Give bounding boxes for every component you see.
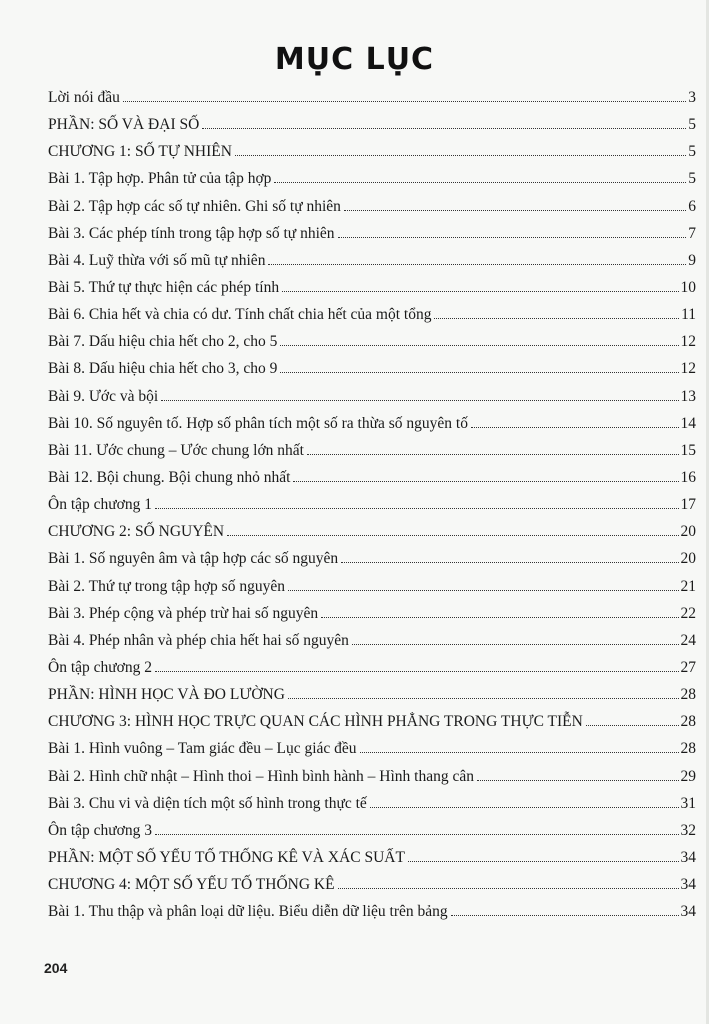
toc-entry-page: 34 [680, 848, 696, 866]
toc-entry-label: Bài 1. Tập hợp. Phân tử của tập hợp [48, 170, 272, 188]
dot-leader [321, 617, 678, 618]
dot-leader [280, 372, 678, 373]
toc-entry-label: CHƯƠNG 2: SỐ NGUYÊN [48, 523, 225, 541]
toc-entry-page: 3 [688, 89, 696, 106]
toc-entry [48, 763, 696, 790]
toc-entry [48, 871, 696, 898]
toc-entry-label: PHẦN: MỘT SỐ YẾU TỐ THỐNG KÊ VÀ XÁC SUẤT [48, 848, 405, 866]
toc-entry [48, 111, 696, 138]
toc-entry-page: 31 [680, 794, 696, 812]
toc-entry-page: 28 [680, 686, 696, 704]
toc-entry-label: Bài 3. Các phép tính trong tập hợp số tự nhiên [48, 224, 335, 242]
toc-entry-label: Bài 4. Phép nhân và phép chia hết hai số nguyên [48, 631, 349, 649]
toc-entry-label: Bài 2. Thứ tự trong tập hợp số nguyên [48, 577, 285, 595]
dot-leader [274, 182, 686, 183]
toc-entry [48, 518, 696, 545]
dot-leader [341, 562, 678, 563]
toc-entry-page: 28 [680, 713, 696, 731]
toc-entry [48, 708, 696, 735]
dot-leader [288, 698, 679, 699]
toc-entry-label: Bài 3. Phép cộng và phép trừ hai số nguyên [48, 604, 319, 622]
toc-entry-label: PHẦN: HÌNH HỌC VÀ ĐO LƯỜNG [48, 686, 285, 704]
toc-entry [48, 844, 696, 871]
toc-entry-page: 16 [680, 468, 696, 486]
toc-entry-label: Bài 8. Dấu hiệu chia hết cho 3, cho 9 [48, 360, 278, 378]
toc-entry-page: 32 [680, 821, 696, 839]
toc-entry-page: 11 [681, 306, 696, 324]
toc-entry-page: 22 [680, 604, 696, 622]
toc-entry-label: Bài 1. Số nguyên âm và tập hợp các số nguyên [48, 550, 339, 568]
dot-leader [477, 780, 679, 781]
toc-entry [48, 84, 696, 111]
toc-entry-page: 34 [680, 876, 696, 894]
toc-entry [48, 545, 696, 572]
toc-entry-page: 13 [680, 387, 696, 405]
dot-leader [293, 481, 678, 482]
toc-entry-page: 9 [688, 251, 696, 269]
dot-leader [408, 861, 679, 862]
toc-entry-page: 28 [680, 740, 696, 758]
toc-entry-page: 29 [680, 767, 696, 785]
toc-entry [48, 220, 696, 247]
dot-leader [202, 128, 686, 129]
toc-entry [48, 898, 696, 925]
dot-leader [360, 752, 679, 753]
toc-entry [48, 138, 696, 165]
toc-entry-label: Bài 10. Số nguyên tố. Hợp số phân tích một số ra thừa số nguyên tố [48, 414, 468, 432]
dot-leader [434, 318, 679, 319]
toc-entry [48, 193, 696, 220]
toc-entry [48, 573, 696, 600]
toc-entry [48, 410, 696, 437]
dot-leader [282, 291, 678, 292]
toc-entry-label: Ôn tập chương 3 [48, 821, 152, 839]
toc-entry-page: 5 [688, 170, 696, 188]
toc-entry-label: CHƯƠNG 1: SỐ TỰ NHIÊN [48, 143, 232, 161]
toc-entry [48, 735, 696, 762]
toc-entry-page: 12 [680, 333, 696, 351]
dot-leader [370, 807, 679, 808]
toc-entry-label: Bài 7. Dấu hiệu chia hết cho 2, cho 5 [48, 333, 278, 351]
dot-leader [338, 888, 679, 889]
toc-entry-page: 15 [680, 441, 696, 459]
toc-entry-label: CHƯƠNG 4: MỘT SỐ YẾU TỐ THỐNG KÊ [48, 876, 335, 894]
toc-entry-label: Bài 1. Thu thập và phân loại dữ liệu. Biểu diễn dữ liệu trên bảng [48, 903, 448, 921]
toc-entry-label: Lời nói đầu [48, 89, 120, 106]
dot-leader [227, 535, 678, 536]
toc-entry-page: 17 [680, 496, 696, 514]
dot-leader [268, 264, 686, 265]
toc-entry-label: CHƯƠNG 3: HÌNH HỌC TRỰC QUAN CÁC HÌNH PHẲNG TRONG THỰC TIỄN [48, 713, 583, 731]
toc-entry-page: 20 [680, 550, 696, 568]
dot-leader [155, 671, 679, 672]
toc-entry-label: Bài 6. Chia hết và chia có dư. Tính chất chia hết của một tổng [48, 306, 432, 324]
toc-entry-label: Bài 4. Luỹ thừa với số mũ tự nhiên [48, 251, 266, 269]
toc-entry-page: 27 [680, 658, 696, 676]
toc-entry-page: 14 [680, 414, 696, 432]
toc-entry-label: Bài 11. Ước chung – Ước chung lớn nhất [48, 441, 304, 459]
toc-entry [48, 383, 696, 410]
toc-entry-page: 7 [688, 224, 696, 242]
dot-leader [288, 590, 679, 591]
toc-entry [48, 437, 696, 464]
toc-entry [48, 464, 696, 491]
toc-entry [48, 491, 696, 518]
toc-entry-page: 10 [680, 278, 696, 296]
toc-entry-page: 34 [680, 903, 696, 921]
toc-entry [48, 790, 696, 817]
page-number: 204 [44, 960, 68, 976]
dot-leader [280, 345, 678, 346]
toc-entry-label: Bài 9. Ước và bội [48, 387, 159, 405]
toc-entry-page: 5 [688, 143, 696, 161]
toc-entry-page: 5 [688, 116, 696, 134]
dot-leader [155, 508, 679, 509]
toc-entry-page: 20 [680, 523, 696, 541]
toc-entry-label: Ôn tập chương 2 [48, 658, 152, 676]
dot-leader [155, 834, 679, 835]
dot-leader [161, 400, 678, 401]
dot-leader [344, 210, 686, 211]
toc-entry-page: 24 [680, 631, 696, 649]
toc-entry-label: Bài 5. Thứ tự thực hiện các phép tính [48, 278, 280, 296]
toc-entry-label: Bài 12. Bội chung. Bội chung nhỏ nhất [48, 468, 291, 486]
toc-entry [48, 627, 696, 654]
toc-entry-label: Ôn tập chương 1 [48, 496, 152, 514]
toc-entry [48, 328, 696, 355]
dot-leader [352, 644, 679, 645]
toc-entry-label: PHẦN: SỐ VÀ ĐẠI SỐ [48, 116, 200, 134]
toc-entry-page: 21 [680, 577, 696, 595]
table-of-contents [48, 84, 696, 925]
toc-entry-label: Bài 2. Tập hợp các số tự nhiên. Ghi số tự nhiên [48, 197, 341, 215]
toc-entry [48, 681, 696, 708]
toc-entry [48, 600, 696, 627]
dot-leader [338, 237, 687, 238]
dot-leader [235, 155, 686, 156]
toc-entry [48, 355, 696, 382]
dot-leader [123, 101, 686, 102]
toc-entry-page: 6 [688, 197, 696, 215]
toc-entry-page: 12 [680, 360, 696, 378]
toc-entry [48, 817, 696, 844]
dot-leader [451, 915, 679, 916]
toc-entry [48, 301, 696, 328]
toc-entry-label: Bài 3. Chu vi và diện tích một số hình trong thực tế [48, 794, 367, 812]
toc-entry [48, 654, 696, 681]
toc-entry [48, 165, 696, 192]
dot-leader [471, 427, 679, 428]
dot-leader [307, 454, 679, 455]
toc-entry [48, 247, 696, 274]
toc-entry [48, 274, 696, 301]
page-title: MỤC LỤC [274, 42, 435, 77]
dot-leader [586, 725, 679, 726]
toc-entry-label: Bài 2. Hình chữ nhật – Hình thoi – Hình bình hành – Hình thang cân [48, 767, 474, 785]
toc-entry-label: Bài 1. Hình vuông – Tam giác đều – Lục giác đều [48, 740, 357, 758]
